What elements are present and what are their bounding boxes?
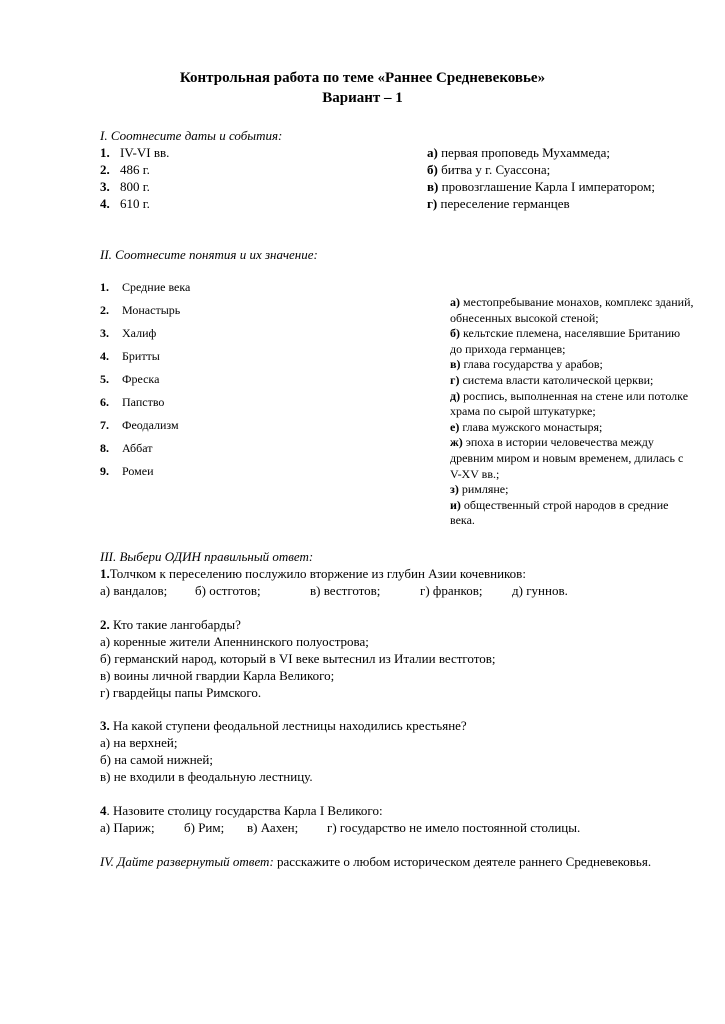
definition-item — [450, 357, 695, 373]
term-number: 1. — [100, 280, 109, 294]
answer-option: б) Рим; — [184, 820, 225, 835]
event-item — [427, 195, 570, 212]
event-text: битва у г. Суассона; — [437, 162, 551, 177]
term-item — [100, 464, 154, 478]
term-item — [100, 395, 164, 409]
answer-option: в) воины личной гвардии Карла Великого; — [100, 668, 335, 683]
definition-item — [450, 295, 695, 326]
term-text: Халиф — [122, 326, 157, 340]
question-number: 2. — [100, 617, 110, 632]
term-item — [100, 441, 153, 455]
definition-text: глава государства у арабов; — [460, 357, 603, 372]
question-1-options — [100, 582, 568, 599]
term-number: 2. — [100, 303, 109, 317]
term-number: 8. — [100, 441, 109, 455]
term-number: 3. — [100, 326, 109, 340]
date-item — [100, 161, 150, 178]
definition-text: кельтские племена, населявшие Британию до прихода германцев; — [450, 326, 681, 356]
answer-option: б) германский народ, который в VI веке вытеснил из Италии вестготов; — [100, 651, 496, 666]
definition-item — [450, 482, 695, 498]
variant-title: Вариант – 1 — [322, 90, 403, 106]
event-item — [427, 144, 610, 161]
term-number: 9. — [100, 464, 109, 478]
date-item — [100, 144, 169, 161]
event-text: провозглашение Карла I императором; — [438, 179, 656, 194]
answer-option: д) гуннов. — [512, 583, 568, 598]
definition-text: система власти католической церкви; — [459, 372, 654, 387]
section4-heading: IV. Дайте развернутый ответ: — [100, 854, 274, 869]
definition-text: римляне; — [458, 482, 509, 497]
definition-text: эпоха в истории человечества между древним миром и новым временем, длилась с V-XV вв.; — [450, 435, 684, 481]
question-2 — [100, 616, 241, 633]
term-item — [100, 280, 190, 294]
event-text: переселение германцев — [437, 196, 570, 211]
item-text: 486 г. — [120, 162, 150, 177]
section3-heading: III. Выбери ОДИН правильный ответ: — [100, 549, 314, 564]
definition-letter: ж) — [450, 435, 463, 450]
definition-letter: з) — [450, 482, 459, 497]
term-text: Фреска — [122, 372, 160, 386]
event-letter: б) — [427, 162, 438, 177]
term-text: Бритты — [122, 349, 160, 363]
item-number: 3. — [100, 179, 110, 194]
question-4 — [100, 802, 383, 819]
item-number: 1. — [100, 145, 110, 160]
definition-letter: г) — [450, 372, 460, 387]
definition-item — [450, 389, 695, 420]
answer-option: б) на самой нижней; — [100, 752, 213, 767]
definition-item — [450, 498, 695, 529]
term-text: Аббат — [122, 441, 153, 455]
answer-option: г) гвардейцы папы Римского. — [100, 685, 262, 700]
definition-text: роспись, выполненная на стене или потолке храма по сырой штукатурке; — [450, 388, 689, 419]
section4-text: расскажите о любом историческом деятеле раннего Средневековья. — [273, 854, 652, 869]
date-item — [100, 178, 150, 195]
question-3 — [100, 717, 467, 734]
question-number: 3. — [100, 718, 110, 733]
definition-text: местопребывание монахов, комплекс зданий, обнесенных высокой стеной; — [450, 295, 694, 325]
item-number: 4. — [100, 196, 110, 211]
question-text: На какой ступени феодальной лестницы находились крестьяне? — [109, 718, 467, 733]
term-item — [100, 303, 180, 317]
item-text: 610 г. — [120, 196, 150, 211]
page-title: Контрольная работа по теме «Раннее Средневековье» — [179, 70, 546, 86]
term-number: 5. — [100, 372, 109, 386]
answer-option: г) государство не имело постоянной столицы. — [327, 820, 581, 835]
event-text: первая проповедь Мухаммеда; — [437, 145, 611, 160]
event-item — [427, 178, 655, 195]
definition-letter: е) — [450, 419, 460, 434]
section4-block — [100, 853, 688, 870]
definition-letter: и) — [450, 497, 461, 512]
answer-option: б) остготов; — [195, 583, 261, 598]
event-letter: в) — [427, 179, 439, 194]
term-item — [100, 418, 179, 432]
question-text: Кто такие лангобарды? — [109, 617, 241, 632]
answer-option: а) коренные жители Апеннинского полуострова; — [100, 634, 369, 649]
answer-option: а) Париж; — [100, 820, 155, 835]
item-text: IV-VI вв. — [120, 145, 170, 160]
question-1 — [100, 565, 526, 582]
term-text: Феодализм — [122, 418, 179, 432]
definitions-list — [450, 295, 695, 529]
answer-option: в) не входили в феодальную лестницу. — [100, 769, 313, 784]
section1-heading: I. Соотнесите даты и события: — [100, 128, 283, 143]
definition-item — [450, 373, 695, 389]
question-number: 1. — [100, 566, 110, 581]
definition-letter: а) — [450, 295, 460, 309]
definition-item — [450, 435, 695, 482]
term-item — [100, 349, 160, 363]
event-letter: г) — [427, 196, 438, 211]
definition-item — [450, 420, 695, 436]
term-text: Ромеи — [122, 464, 154, 478]
answer-option: в) вестготов; — [310, 583, 381, 598]
definition-letter: д) — [450, 388, 461, 403]
question-number: 4 — [100, 803, 107, 818]
definition-item — [450, 326, 695, 357]
event-item — [427, 161, 550, 178]
answer-option: а) на верхней; — [100, 735, 178, 750]
term-number: 4. — [100, 349, 109, 363]
answer-option: а) вандалов; — [100, 583, 168, 598]
term-item — [100, 326, 156, 340]
answer-option: г) франков; — [420, 583, 483, 598]
definition-text: глава мужского монастыря; — [459, 419, 603, 434]
section2-heading: II. Соотнесите понятия и их значение: — [100, 247, 318, 262]
term-item — [100, 372, 159, 386]
definition-letter: в) — [450, 357, 461, 372]
definition-text: общественный строй народов в средние века. — [450, 497, 669, 528]
event-letter: а) — [427, 145, 438, 160]
question-4-options — [100, 819, 580, 836]
term-number: 6. — [100, 395, 109, 409]
question-text: Толчком к переселению послужило вторжение из глубин Азии кочевников: — [109, 566, 526, 581]
term-text: Папство — [122, 395, 165, 409]
answer-option: в) Аахен; — [247, 820, 299, 835]
term-text: Монастырь — [122, 303, 181, 317]
title-block — [0, 68, 725, 108]
date-item — [100, 195, 150, 212]
item-text: 800 г. — [120, 179, 150, 194]
term-text: Средние века — [122, 280, 191, 294]
term-number: 7. — [100, 418, 109, 432]
definition-letter: б) — [450, 326, 460, 341]
question-text: . Назовите столицу государства Карла I Великого: — [106, 803, 383, 818]
item-number: 2. — [100, 162, 110, 177]
